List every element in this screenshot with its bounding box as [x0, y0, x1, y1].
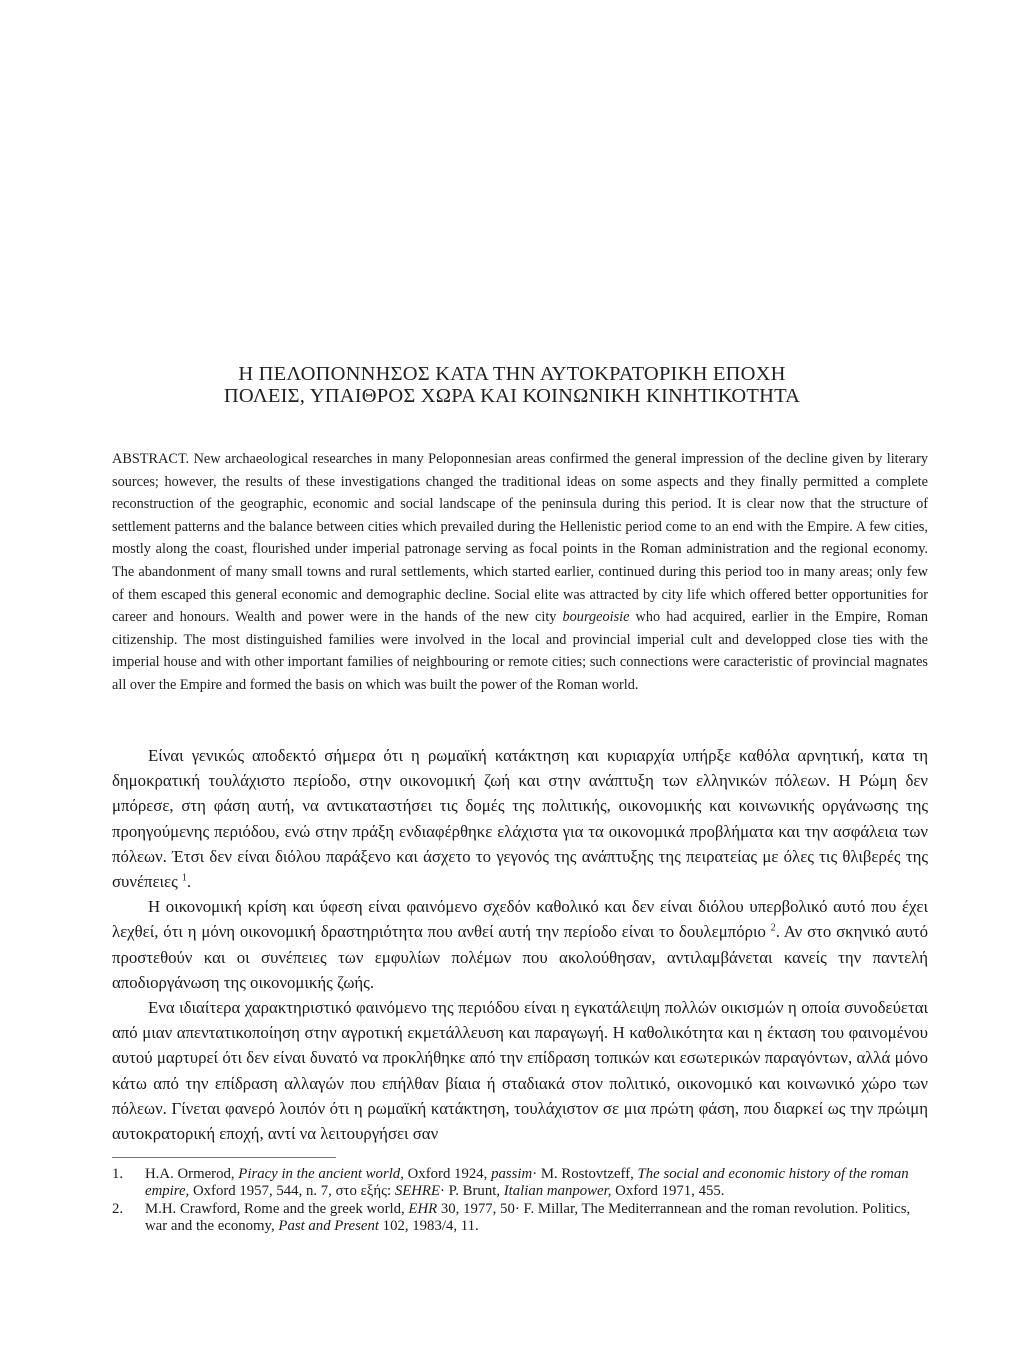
- fn-seg: Oxford 1957, 544, n. 7, στο εξής:: [189, 1183, 395, 1200]
- fn-seg-italic: EHR: [408, 1200, 438, 1217]
- footnote-2: [112, 1201, 928, 1236]
- paragraph-2-text-b: . Αν στο σκηνικό αυτό προστεθούν και οι συνέπειες των εμφυλίων πολέμων που ακολούθησαν, αντιλαμβάνεται κανείς την παντελή αποδιοργάνωση της οικονομικής ζωής.: [112, 922, 928, 992]
- fn-seg-italic: Piracy in the ancient world,: [238, 1166, 404, 1182]
- fn-seg: · M. Rostovtzeff,: [532, 1166, 638, 1182]
- paragraph-2: [112, 894, 928, 995]
- footnote-ref-2: 2: [770, 922, 776, 934]
- footnote-number: 2.: [112, 1200, 124, 1217]
- fn-seg: Oxford 1924,: [403, 1166, 492, 1182]
- abstract-label: ABSTRACT.: [112, 451, 190, 467]
- abstract-italic-word: bourgeoisie: [562, 609, 630, 626]
- abstract-text-1: New archaeological researches in many Peloponnesian areas confirmed the general impression of the decline given by literary sources; however, the results of these investigations changed the traditional ideas on some aspects and they finally permitted a complete reconstruction of the geographic, economic and social landscape of the peninsula during this period. It is clear now that the structure of settlement patterns and the balance between cities which prevailed during the Hellenistic period come to an end with the Empire. A few cities, mostly along the coast, flourished under imperial patronage serving as focal points in the Roman administration and the regional economy. The abandonment of many small towns and rural settlements, which started earlier, continued during this period too in many areas; only few of them escaped this general economic and demographic decline. Social elite was attracted by city life which offered better opportunities for career and honours. Wealth and power were in the hands of the new city: [112, 451, 928, 626]
- footnote-1: [112, 1166, 928, 1201]
- fn-seg-italic: Past and Present: [278, 1217, 379, 1234]
- footnote-text: [145, 1201, 928, 1236]
- title-line-1: Η ΠΕΛΟΠΟΝΝΗΣΟΣ ΚΑΤΑ ΤΗΝ ΑΥΤΟΚΡΑΤΟΡΙΚΗ ΕΠΟΧΗ: [238, 363, 786, 385]
- paragraph-1-end: .: [186, 872, 192, 892]
- fn-seg-italic: SEHRE: [394, 1183, 441, 1200]
- abstract-text-2: who had acquired, earlier in the Empire, Roman citizenship. The most distinguished families were involved in the local and provincial imperial cult and developped close ties with the imperial house and with other important families of neighbouring or remote cities; such connections were caracteristic of provincial magnates all over the Empire and formed the basis on which was built the power of the Roman world.: [112, 609, 928, 693]
- paragraph-1-text: Είναι γενικώς αποδεκτό σήμερα ότι η ρωμαϊκή κατάκτηση και κυριαρχία υπήρξε καθόλα αρνητική, κατα τη δημοκρατική τουλάχιστο περίοδο, στην οικονομική ζωή και στην ανάπτυξη των ελληνικών πόλεων. Η Ρώμη δεν μπόρεσε, στη φάση αυτή, να αντικαταστήσει τις δομές της πολιτικής, οικονομικής και κοινωνικής οργάνωσης της προηγούμενης περιόδου, ενώ στην πράξη ενδιαφέρθηκε ελάχιστα για τα οικονομικά προβλήματα και την ασφάλεια των πόλεων. Έτσι δεν είναι διόλου παράξενο και άσχετο το γεγονός της ανάπτυξης της πειρατείας με όλες τις θλιβερές της συνέπειες: [112, 746, 928, 892]
- footnotes: [112, 1166, 928, 1235]
- fn-seg: 30, 1977, 50· F. Millar, The Mediterrannean and the roman revolution. Politics, war and the economy,: [145, 1200, 911, 1234]
- paragraph-2-text-a: Η οικονομική κρίση και ύφεση είναι φαινόμενο σχεδόν καθολικό και δεν είναι διόλου υπερβολικό αυτό που έχει λεχθεί, ότι η μόνη οικονομική δραστηριότητα που ανθεί αυτή την περίοδο είναι το δουλεμπόριο: [112, 897, 928, 942]
- abstract: [112, 448, 928, 697]
- fn-seg-italic: The social and economic history of the roman empire,: [145, 1166, 909, 1200]
- footnote-separator: [112, 1157, 336, 1158]
- footnote-ref-1: 1: [181, 872, 187, 884]
- paragraph-1: [112, 743, 928, 894]
- paragraph-3: Ενα ιδιαίτερα χαρακτηριστικό φαινόμενο της περιόδου είναι η εγκατάλειψη πολλών οικισμών η οποία συνοδεύεται από μιαν απεντατικοποίηση στην αγροτική εκμετάλλευση και παραγωγή. Η καθολικότητα και η έκταση του φαινομένου αυτού μαρτυρεί ότι δεν είναι δυνατό να προκλήθηκε από την επίδραση τοπικών και εσωτερικών παραγόντων, αλλά μόνο κάτω από την επίδραση αλλαγών που επήλθαν βίαια ή σταδιακά στον πολιτικό, οικονομικό και κοινωνικό χώρο των πόλεων. Γίνεται φανερό λοιπόν ότι η ρωμαϊκή κατάκτηση, τουλάχιστον σε μια πρώτη φάση, που διαρκεί ως την πρώιμη αυτοκρατορική εποχή, αντί να λειτουργήσει σαν: [112, 998, 928, 1144]
- body-text: [112, 743, 928, 1146]
- fn-seg: H.A. Ormerod,: [145, 1166, 239, 1182]
- fn-seg: 102, 1983/4, 11.: [378, 1217, 479, 1234]
- fn-seg-italic: passim: [491, 1166, 533, 1182]
- footnote-number: 1.: [112, 1166, 124, 1182]
- footnote-text: [145, 1166, 928, 1201]
- article-title: [120, 363, 904, 407]
- title-line-2: ΠΟΛΕΙΣ, ΥΠΑΙΘΡΟΣ ΧΩΡΑ ΚΑΙ ΚΟΙΝΩΝΙΚΗ ΚΙΝΗΤΙΚΟΤΗΤΑ: [223, 385, 801, 407]
- fn-seg: · P. Brunt,: [440, 1183, 504, 1200]
- fn-seg-italic: Italian manpower,: [503, 1183, 612, 1200]
- fn-seg: M.H. Crawford, Rome and the greek world,: [145, 1200, 409, 1217]
- fn-seg: Oxford 1971, 455.: [611, 1183, 725, 1200]
